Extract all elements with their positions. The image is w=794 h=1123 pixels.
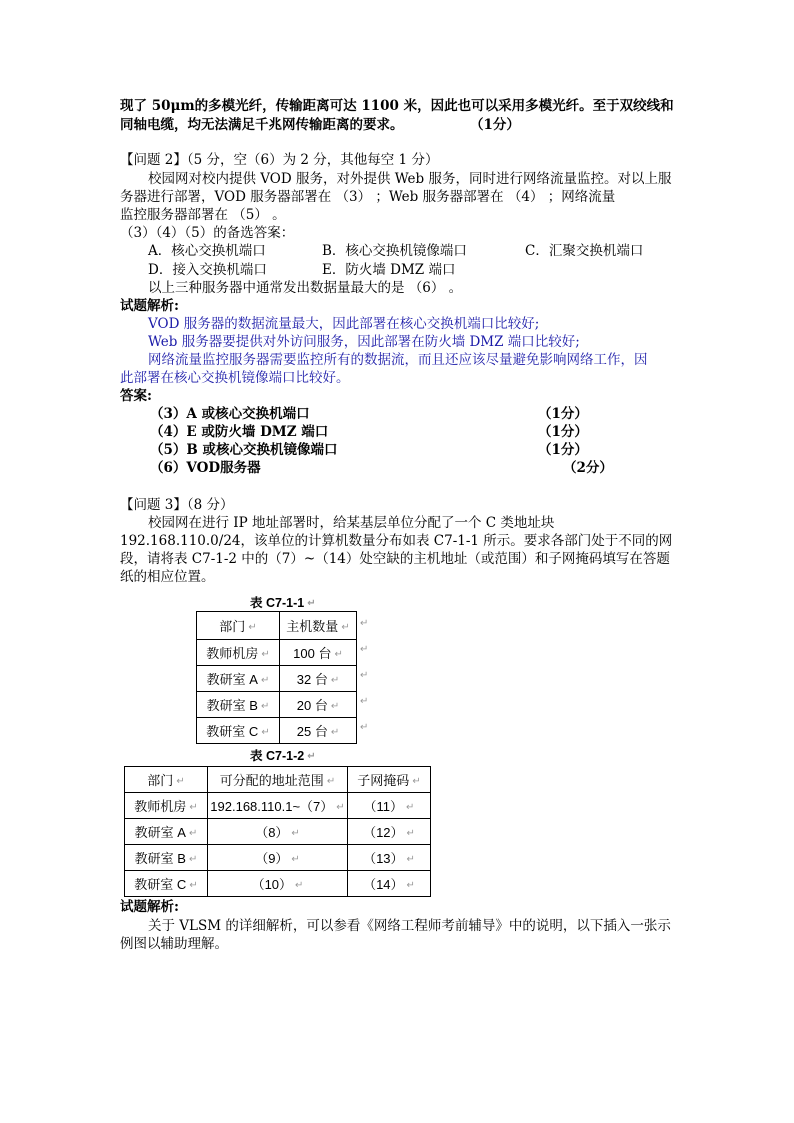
q2-answer-label: 答案: — [120, 388, 152, 404]
answer-3-score: （1分） — [538, 406, 588, 422]
table1-header-department: 部门 ↵ — [197, 612, 280, 640]
table1-cell: 20 台 ↵ — [280, 692, 357, 718]
q2-option-b: B．核心交换机镜像端口 — [322, 243, 467, 259]
table2-cell: （9） ↵ — [208, 845, 348, 871]
table1-cell: 100 台 ↵ — [280, 640, 357, 666]
q3-body-1: 校园网在进行 IP 地址部署时，给某基层单位分配了一个 C 类地址块 — [148, 515, 555, 531]
row-end-mark: ↵ — [360, 670, 369, 681]
table-row — [125, 793, 431, 819]
q2-body-3: 监控服务器部署在 （5） 。 — [120, 207, 286, 223]
q2-question-6: 以上三种服务器中通常发出数据量最大的是 （6） 。 — [148, 280, 463, 296]
q2-analysis-label: 试题解析: — [120, 298, 179, 314]
table1-cell: 教研室 A ↵ — [197, 666, 280, 692]
table1-cell: 教师机房 ↵ — [197, 640, 280, 666]
intro-score: （1分） — [470, 117, 520, 133]
answer-4: （4）E 或防火墙 DMZ 端口 — [150, 424, 329, 440]
table-row — [125, 845, 431, 871]
row-end-mark: ↵ — [360, 644, 369, 655]
q3-body-3: 段，请将表 C7-1-2 中的（7）~（14）处空缺的主机地址（或范围）和子网掩码填写在答题 — [120, 551, 670, 567]
table2-cell: （10） ↵ — [208, 871, 348, 897]
table-row — [125, 871, 431, 897]
q3-analysis-label: 试题解析: — [120, 899, 179, 915]
q2-body-2: 务器进行部署，VOD 服务器部署在 （3） ；Web 服务器部署在 （4） ；网络流量 — [120, 189, 616, 205]
q2-option-c: C．汇聚交换机端口 — [525, 243, 644, 259]
table2-cell: 教师机房 ↵ — [125, 793, 208, 819]
table2-header-address-range: 可分配的地址范围 ↵ — [208, 767, 348, 793]
intro-line-1: 现了 50μm的多模光纤，传输距离可达 1100 米，因此也可以采用多模光纤。至于双绞线和 — [120, 98, 674, 114]
answer-6: （6）VOD服务器 — [150, 460, 261, 476]
table-row — [197, 692, 357, 718]
row-end-mark: ↵ — [360, 618, 369, 629]
table1-cell: 25 台 ↵ — [280, 718, 357, 744]
table1-cell: 教研室 B ↵ — [197, 692, 280, 718]
q2-analysis-4: 此部署在核心交换机镜像端口比较好。 — [120, 370, 350, 386]
table2-cell: 192.168.110.1~（7） ↵ — [208, 793, 348, 819]
address-plan-table — [124, 766, 431, 897]
q2-title: 【问题 2】（5 分，空（6）为 2 分，其他每空 1 分） — [120, 152, 439, 168]
q2-option-e: E．防火墙 DMZ 端口 — [322, 262, 456, 278]
answer-5-score: （1分） — [538, 442, 588, 458]
table1-cell: 32 台 ↵ — [280, 666, 357, 692]
q2-body-1: 校园网对校内提供 VOD 服务，对外提供 Web 服务，同时进行网络流量监控。对以上服 — [148, 171, 672, 187]
table2-cell: （14） ↵ — [348, 871, 431, 897]
answer-5: （5）B 或核心交换机镜像端口 — [150, 442, 338, 458]
q3-analysis-2: 例图以辅助理解。 — [120, 936, 228, 952]
table-row — [197, 640, 357, 666]
answer-6-score: （2分） — [563, 460, 613, 476]
table-row — [125, 819, 431, 845]
q2-option-d: D．接入交换机端口 — [148, 262, 267, 278]
q2-analysis-1: VOD 服务器的数据流量最大，因此部署在核心交换机端口比较好; — [148, 316, 540, 332]
q3-analysis-1: 关于 VLSM 的详细解析，可以参看《网络工程师考前辅导》中的说明，以下插入一张示 — [148, 918, 671, 934]
table2-cell: （11） ↵ — [348, 793, 431, 819]
q2-option-a: A．核心交换机端口 — [148, 243, 266, 259]
q3-body-2: 192.168.110.0/24，该单位的计算机数量分布如表 C7-1-1 所示。要求各部门处于不同的网 — [120, 533, 673, 549]
table2-cell: （8） ↵ — [208, 819, 348, 845]
table2-header-department: 部门 ↵ — [125, 767, 208, 793]
table2-cell: （13） ↵ — [348, 845, 431, 871]
answer-3: （3）A 或核心交换机端口 — [150, 406, 310, 422]
table2-cell: （12） ↵ — [348, 819, 431, 845]
table1-caption: 表 C7-1-1 ↵ — [250, 596, 316, 610]
table1-header-host-count: 主机数量 ↵ — [280, 612, 357, 640]
table1-cell: 教研室 C ↵ — [197, 718, 280, 744]
row-end-mark: ↵ — [360, 696, 369, 707]
table2-caption: 表 C7-1-2 ↵ — [250, 749, 316, 763]
table-row — [197, 666, 357, 692]
table2-header-subnet-mask: 子网掩码 ↵ — [348, 767, 431, 793]
table-row — [197, 718, 357, 744]
row-end-mark: ↵ — [360, 722, 369, 733]
table2-cell: 教研室 C ↵ — [125, 871, 208, 897]
table2-cell: 教研室 B ↵ — [125, 845, 208, 871]
answer-4-score: （1分） — [538, 424, 588, 440]
q3-body-4: 纸的相应位置。 — [120, 569, 215, 585]
intro-line-2: 同轴电缆，均无法满足千兆网传输距离的要求。 — [120, 117, 404, 133]
table2-cell: 教研室 A ↵ — [125, 819, 208, 845]
q2-analysis-3: 网络流量监控服务器需要监控所有的数据流，而且还应该尽量避免影响网络工作，因 — [148, 352, 648, 368]
q2-analysis-2: Web 服务器要提供对外访问服务，因此部署在防火墙 DMZ 端口比较好; — [148, 334, 580, 350]
host-count-table — [196, 611, 357, 744]
q2-options-title: （3）（4）（5）的备选答案： — [120, 225, 295, 241]
q3-title: 【问题 3】（8 分） — [120, 497, 234, 513]
